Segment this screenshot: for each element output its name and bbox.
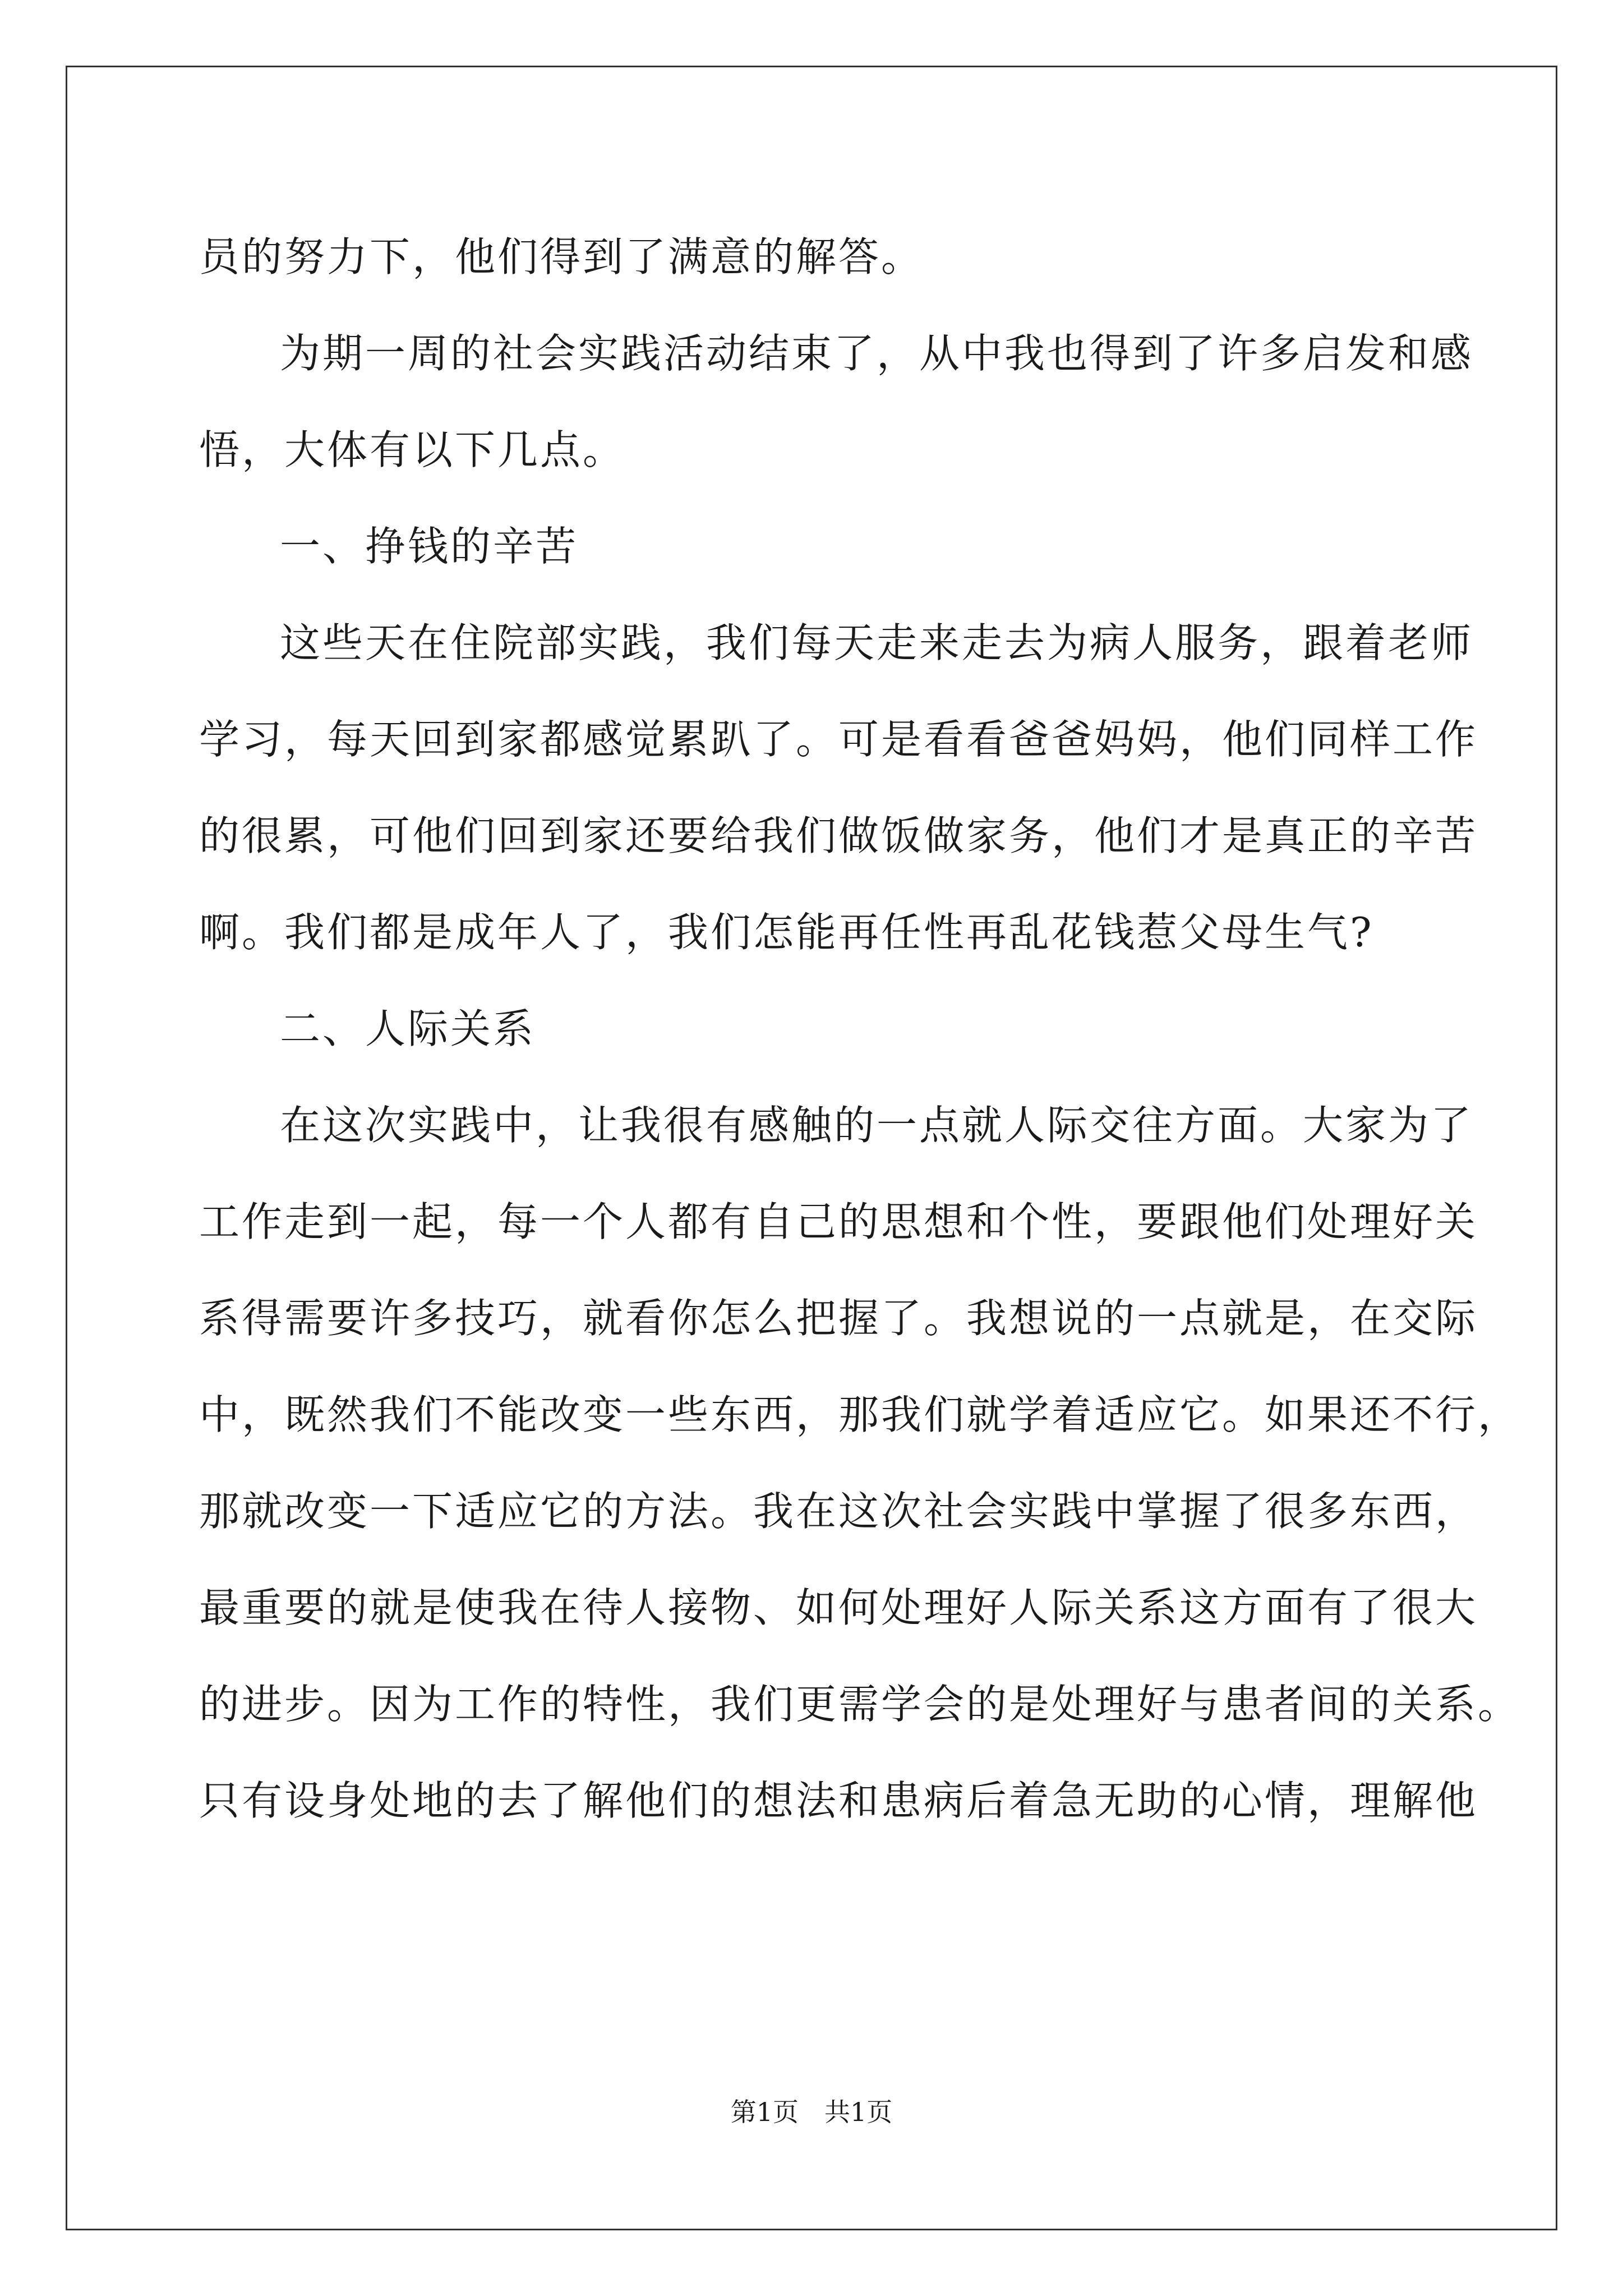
section-heading: 一、挣钱的辛苦: [280, 523, 579, 570]
text-line: 员的努力下，他们得到了满意的解答。: [199, 233, 924, 280]
document-body: [199, 209, 1521, 1849]
section-heading: 二、人际关系: [280, 1005, 536, 1052]
text-line: 最重要的就是使我在待人接物、如何处理好人际关系这方面有了很大: [199, 1584, 1478, 1631]
text-line: 只有设身处地的去了解他们的想法和患病后着急无助的心情，理解他: [199, 1777, 1478, 1824]
text-line: 中，既然我们不能改变一些东西，那我们就学着适应它。如果还不行，: [199, 1391, 1521, 1438]
page-footer: 第1页 共1页: [730, 2097, 893, 2127]
text-line: 的进步。因为工作的特性，我们更需学会的是处理好与患者间的关系。: [199, 1681, 1521, 1728]
text-line: 工作走到一起，每一个人都有自己的思想和个性，要跟他们处理好关: [199, 1198, 1478, 1245]
text-line: 系得需要许多技巧，就看你怎么把握了。我想说的一点就是，在交际: [199, 1295, 1478, 1342]
text-line: 悟，大体有以下几点。: [199, 426, 626, 473]
text-line: 的很累，可他们回到家还要给我们做饭做家务，他们才是真正的辛苦: [199, 812, 1478, 859]
text-line: 这些天在住院部实践，我们每天走来走去为病人服务，跟着老师: [280, 619, 1474, 666]
text-line: 在这次实践中，让我很有感触的一点就人际交往方面。大家为了: [280, 1102, 1474, 1149]
text-line: 为期一周的社会实践活动结束了，从中我也得到了许多启发和感: [280, 330, 1474, 377]
text-line: 学习，每天回到家都感觉累趴了。可是看看爸爸妈妈，他们同样工作: [199, 716, 1478, 763]
text-line: 啊。我们都是成年人了，我们怎能再任性再乱花钱惹父母生气?: [199, 909, 1374, 956]
text-line: 那就改变一下适应它的方法。我在这次社会实践中掌握了很多东西，: [199, 1488, 1478, 1535]
